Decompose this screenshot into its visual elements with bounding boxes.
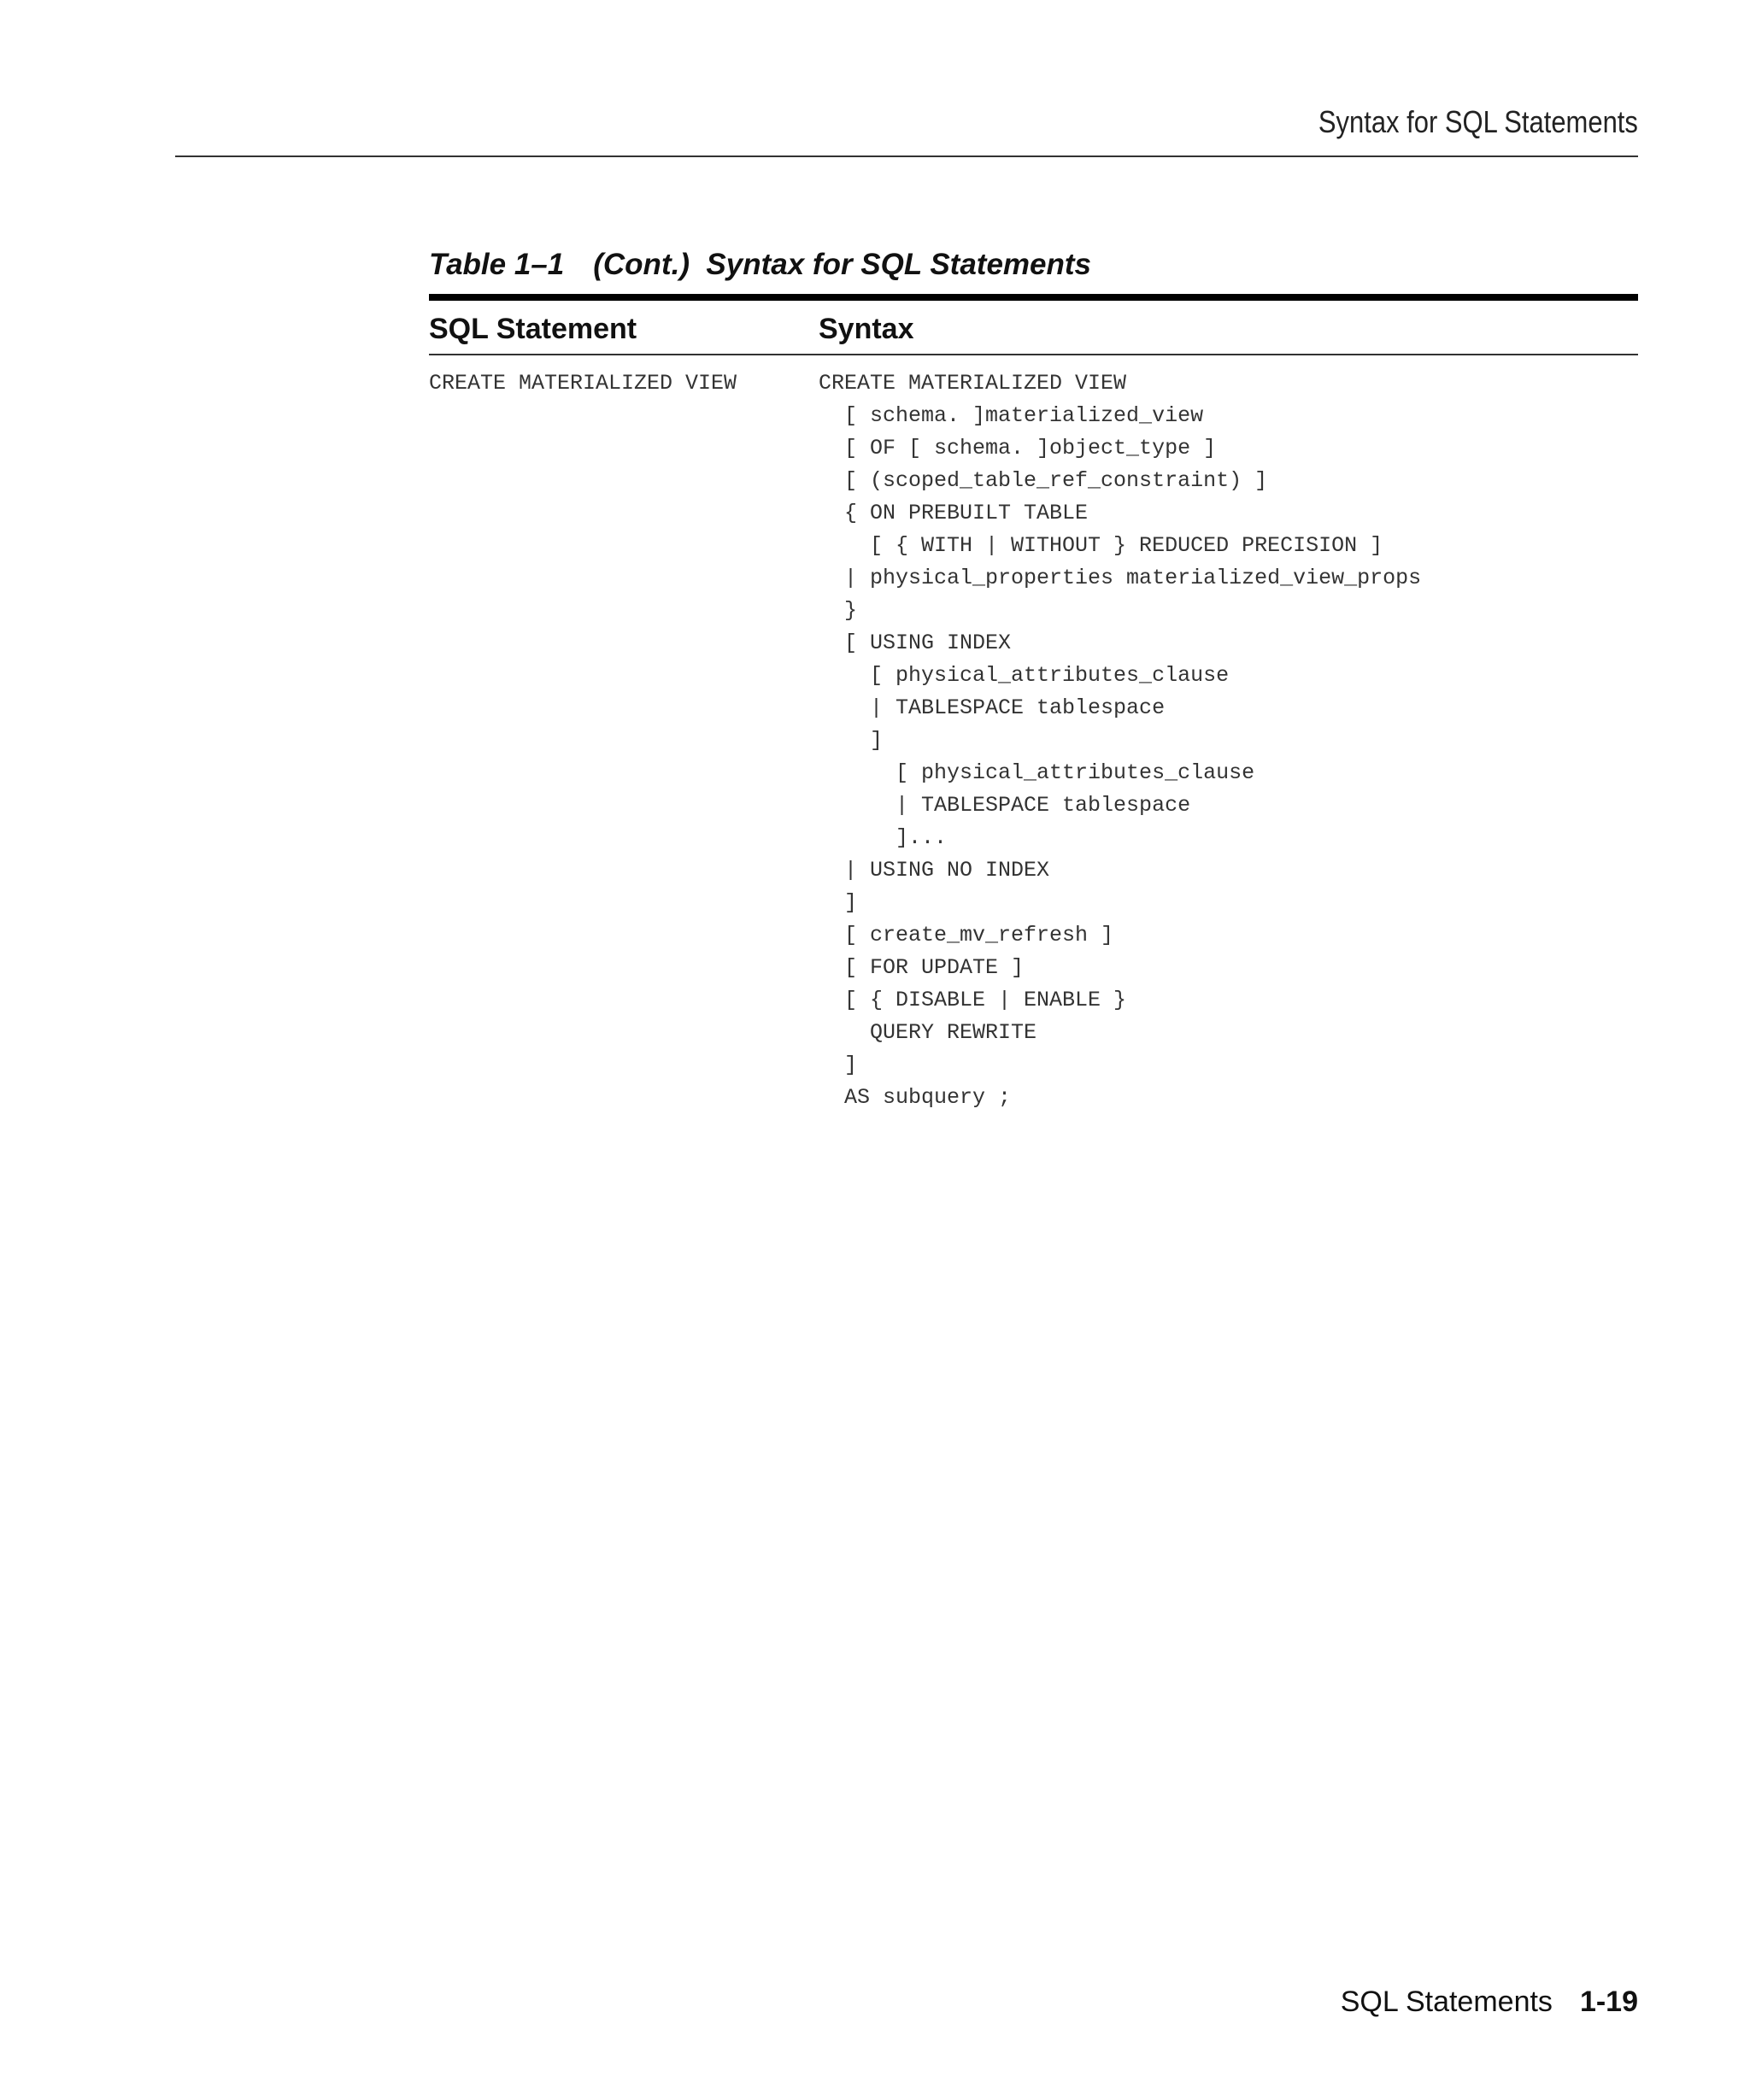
syntax-line: } <box>819 598 858 623</box>
table-top-rule <box>429 294 1638 301</box>
syntax-line: | physical_properties materialized_view_props <box>819 566 1422 590</box>
syntax-line: [ schema. ]materialized_view <box>819 403 1204 428</box>
table-title <box>429 248 1091 282</box>
statement-cell: CREATE MATERIALIZED VIEW <box>429 371 737 396</box>
syntax-line: ] <box>819 890 858 915</box>
column-header-syntax: Syntax <box>819 313 914 345</box>
syntax-line: | TABLESPACE tablespace <box>819 695 1166 720</box>
syntax-line: ] <box>819 728 884 753</box>
syntax-line: [ { DISABLE | ENABLE } <box>819 988 1127 1012</box>
syntax-line: | TABLESPACE tablespace <box>819 793 1191 818</box>
column-header-sql-statement: SQL Statement <box>429 313 637 345</box>
page-footer <box>1341 1986 1638 2019</box>
syntax-cell <box>819 367 1421 1114</box>
table-header-row <box>429 301 1638 355</box>
syntax-line: [ { WITH | WITHOUT } REDUCED PRECISION ] <box>819 533 1383 558</box>
syntax-line: [ FOR UPDATE ] <box>819 955 1025 980</box>
syntax-line: CREATE MATERIALIZED VIEW <box>819 371 1127 396</box>
syntax-line: [ physical_attributes_clause <box>819 760 1255 785</box>
syntax-table <box>429 294 1638 1110</box>
syntax-line: [ create_mv_refresh ] <box>819 923 1114 947</box>
syntax-line: AS subquery ; <box>819 1085 1012 1110</box>
syntax-line: { ON PREBUILT TABLE <box>819 501 1089 525</box>
running-head <box>175 103 1638 157</box>
running-head-title: Syntax for SQL Statements <box>1318 104 1638 139</box>
table-label: Table 1–1 <box>429 248 565 281</box>
footer-section: SQL Statements <box>1340 1986 1553 2018</box>
syntax-line: [ (scoped_table_ref_constraint) ] <box>819 468 1268 493</box>
syntax-line: QUERY REWRITE <box>819 1020 1037 1045</box>
syntax-line: [ USING INDEX <box>819 631 1012 655</box>
page-number: 1-19 <box>1579 1986 1638 2018</box>
syntax-line: [ OF [ schema. ]object_type ] <box>819 436 1217 460</box>
syntax-line: ]... <box>819 825 948 850</box>
syntax-line: ] <box>819 1053 858 1077</box>
syntax-line: [ physical_attributes_clause <box>819 663 1230 688</box>
syntax-line: | USING NO INDEX <box>819 858 1050 883</box>
table-caption: (Cont.) Syntax for SQL Statements <box>593 248 1092 281</box>
